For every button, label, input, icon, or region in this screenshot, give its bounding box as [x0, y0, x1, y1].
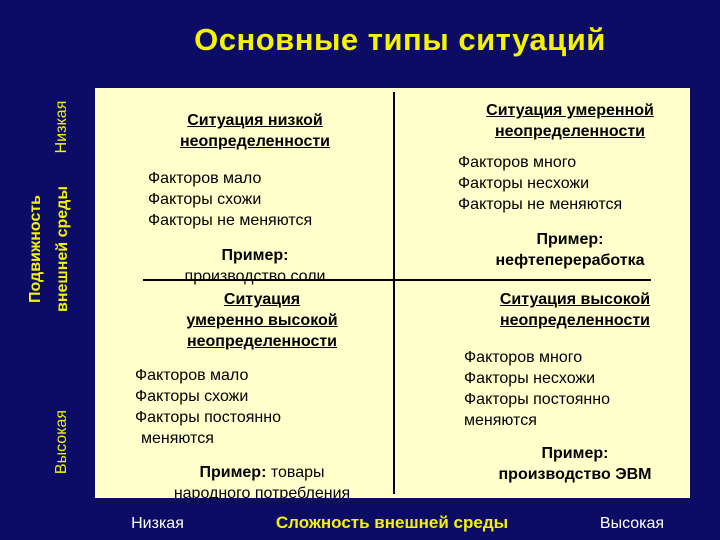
example: [128, 462, 396, 504]
factor-item: Факторов мало: [148, 170, 262, 187]
x-axis-low-label: Низкая: [131, 515, 184, 532]
factor-list: [464, 347, 700, 431]
quadrant-bottom-left: [128, 289, 396, 504]
factor-item: Факторы несхожи: [464, 370, 596, 387]
heading-line: Ситуация умеренной: [486, 102, 654, 119]
factor-item: Факторы постоянно: [464, 391, 610, 408]
example: [450, 443, 700, 485]
example-label: Пример:: [221, 247, 289, 264]
y-axis-high-label: Высокая: [53, 409, 70, 475]
factor-item: Факторы схожи: [135, 388, 249, 405]
factor-item: Факторов много: [458, 154, 577, 171]
example: [445, 229, 695, 271]
factor-list: [135, 365, 396, 449]
factor-item: Факторы не меняются: [148, 212, 313, 229]
example-text: товары: [270, 464, 325, 481]
heading-line: неопределенности: [499, 312, 651, 329]
factor-item: Факторы несхожи: [458, 175, 590, 192]
heading-line: неопределенности: [494, 123, 646, 140]
quadrant-heading: [128, 289, 396, 352]
y-axis-low-label: Низкая: [53, 100, 70, 154]
slide-title: Основные типы ситуаций: [194, 22, 606, 57]
x-axis-title: Сложность внешней среды: [275, 513, 509, 532]
x-axis-high-label: Высокая: [599, 515, 665, 532]
quadrant-top-right: [445, 100, 695, 271]
y-axis-caption: [22, 85, 78, 485]
example-text: нефтепереработка: [495, 252, 645, 269]
example-text: производство соли: [184, 268, 326, 285]
heading-line: Ситуация высокой: [499, 291, 651, 308]
factor-list: [148, 168, 380, 231]
heading-line: Ситуация: [223, 291, 301, 308]
heading-line: неопределенности: [179, 133, 331, 150]
quadrant-heading: [450, 289, 700, 331]
example-label: Пример:: [199, 464, 267, 481]
heading-line: неопределенности: [186, 333, 338, 350]
example-text: народного потребления: [173, 485, 351, 502]
factor-item: Факторы не меняются: [458, 196, 623, 213]
factor-item: Факторов много: [464, 349, 583, 366]
quadrant-heading: [445, 100, 695, 142]
quadrant-bottom-right: [450, 289, 700, 485]
example: [130, 245, 380, 287]
example-label: Пример:: [536, 231, 604, 248]
factor-item: меняются: [141, 430, 214, 447]
factor-item: Факторов мало: [135, 367, 249, 384]
quadrant-top-left: [130, 110, 380, 287]
example-label: Пример:: [541, 445, 609, 462]
factor-item: меняются: [464, 412, 537, 429]
y-axis-title: [22, 139, 76, 359]
y-axis-title-line1: Подвижность: [27, 194, 44, 304]
factor-list: [458, 152, 695, 215]
heading-line: Ситуация низкой: [187, 112, 323, 129]
y-axis-title-line2: внешней среды: [54, 186, 71, 312]
example-text: производство ЭВМ: [498, 466, 652, 483]
heading-line: умеренно высокой: [186, 312, 338, 329]
quadrant-heading: [130, 110, 380, 152]
factor-item: Факторы схожи: [148, 191, 262, 208]
factor-item: Факторы постоянно: [135, 409, 281, 426]
